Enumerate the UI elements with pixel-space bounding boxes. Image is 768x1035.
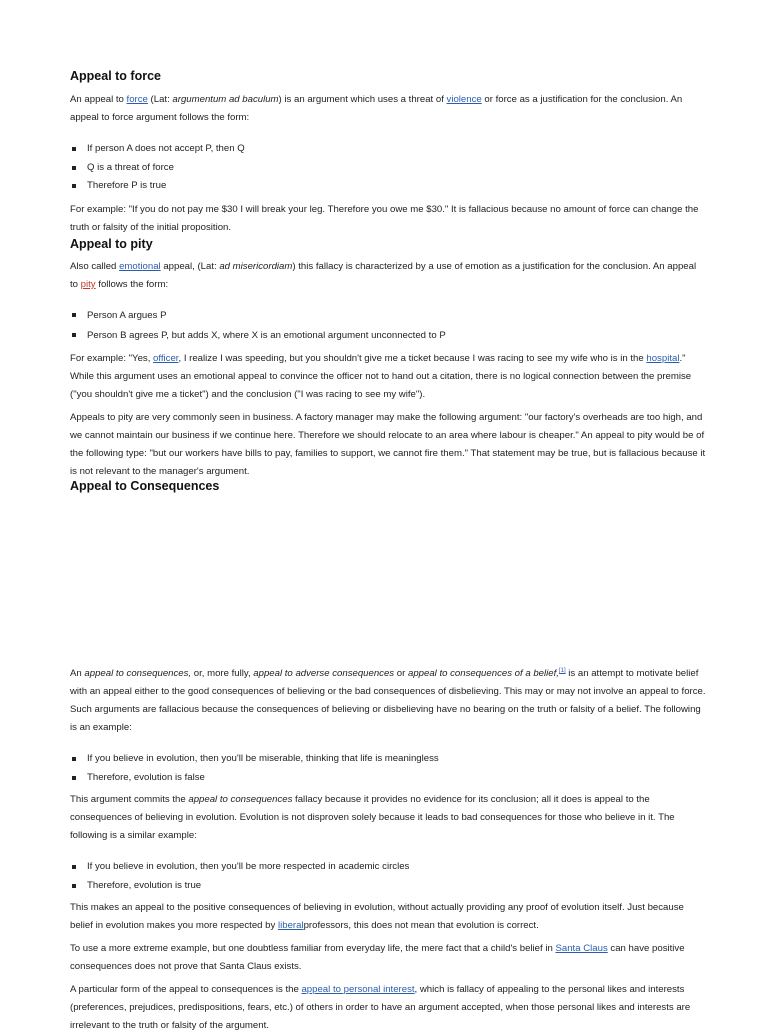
list-item: Therefore, evolution is false	[70, 769, 706, 788]
section-appeal-to-consequences	[70, 477, 706, 495]
text: ) is an argument which uses a threat of	[278, 94, 447, 105]
term: appeal to consequences of a belief,	[407, 668, 559, 679]
text: is an attempt to motivate belief with an appeal either to the good consequences of believing or the bad consequences of disbelieving. This may or may not involve an appeal to force. Such arguments are fallacious because the consequences of believing or disbelieving have no bearing on the truth or falsity of a belief. The following is an example:	[70, 668, 706, 733]
link-violence[interactable]: violence	[446, 94, 482, 105]
text: follows the form:	[95, 279, 169, 290]
section-consequences-body	[70, 665, 706, 1035]
text: or force as a justification for the conclusion. An appeal to force argument follows the form:	[70, 94, 683, 123]
consequences-example-list-1	[70, 750, 706, 787]
paragraph-personal-interest	[70, 981, 706, 1035]
text: appeal, (Lat:	[160, 261, 220, 272]
link-liberal[interactable]: liberal	[277, 920, 304, 931]
heading-appeal-to-pity: Appeal to pity	[70, 237, 153, 251]
link-emotional[interactable]: emotional	[119, 261, 161, 272]
text: (Lat:	[147, 94, 173, 105]
paragraph-santa-claus	[70, 940, 706, 976]
text: An appeal to	[70, 94, 127, 105]
text: This argument commits the	[70, 794, 189, 805]
text: This makes an appeal to the positive consequences of believing in evolution, without actually providing any proof of evolution itself. Just because belief in evolution makes you more respected by	[70, 902, 684, 931]
section-appeal-to-pity	[70, 235, 706, 481]
text: A particular form of the appeal to consequences is the	[70, 984, 302, 995]
paragraph-force-intro	[70, 91, 706, 127]
text: To use a more extreme example, but one doubtless familiar from everyday life, the mere fact that a child's belief in	[70, 943, 556, 954]
link-santa-claus[interactable]: Santa Claus	[555, 943, 608, 954]
text: Also called	[70, 261, 120, 272]
section-appeal-to-force	[70, 67, 706, 237]
paragraph-consequences-analysis	[70, 791, 706, 845]
text: ." While this argument uses an emotional appeal to convince the officer not to hand out a citation, there is no logical connection between the premise ("you shouldn't give me a ticket") and the conclusion ("I was racing to see my wife").	[70, 353, 692, 400]
text: or	[394, 668, 408, 679]
list-item: Person A argues P	[70, 306, 706, 326]
link-appeal-to-personal-interest[interactable]: appeal to personal interest	[301, 984, 415, 995]
list-item: If you believe in evolution, then you'll be more respected in academic circles	[70, 858, 706, 877]
list-item: If person A does not accept P, then Q	[70, 140, 706, 159]
list-item: Therefore, evolution is true	[70, 877, 706, 896]
link-officer[interactable]: officer	[153, 353, 179, 364]
latin-term: argumentum ad baculum	[172, 94, 279, 105]
term: appeal to consequences	[188, 794, 293, 805]
paragraph-consequences-intro	[70, 665, 706, 737]
text: An	[70, 668, 85, 679]
link-hospital[interactable]: hospital	[646, 353, 680, 364]
list-item: If you believe in evolution, then you'll be miserable, thinking that life is meaningless	[70, 750, 706, 769]
list-item: Person B agrees P, but adds X, where X is an emotional argument unconnected to P	[70, 326, 706, 346]
paragraph-pity-intro	[70, 258, 706, 294]
text: ) this fallacy is characterized by a use of emotion as a justification for the conclusion. An appeal to	[70, 261, 697, 290]
heading-appeal-to-force: Appeal to force	[70, 69, 161, 83]
list-item: Q is a threat of force	[70, 159, 706, 178]
link-force[interactable]: force	[126, 94, 148, 105]
list-item: Therefore P is true	[70, 177, 706, 196]
link-pity[interactable]: pity	[80, 279, 96, 290]
term: appeal to consequences,	[84, 668, 192, 679]
paragraph-pity-business: Appeals to pity are very commonly seen in business. A factory manager may make the following argument: "our factory's overheads are too high, and we cannot maintain our business if we continue here. Therefore we should relocate to an area where labour is cheaper." An appeal to pity would be of the following type: "but our workers have bills to pay, families to support, we cannot fire them." That statement may be true, but is fallacious because it is not relevant to the manager's argument.	[70, 412, 706, 477]
latin-term: ad misericordiam	[219, 261, 293, 272]
text: , I realize I was speeding, but you shouldn't give me a ticket because I was racing to see my wife who is in the	[178, 353, 647, 364]
consequences-example-list-2	[70, 858, 706, 895]
citation-link[interactable]: [1]	[558, 668, 566, 674]
pity-form-list	[70, 306, 706, 346]
text: can have positive consequences does not prove that Santa Claus exists.	[70, 943, 685, 972]
force-form-list	[70, 140, 706, 196]
term: appeal to adverse consequences	[253, 668, 395, 679]
heading-appeal-to-consequences: Appeal to Consequences	[70, 479, 220, 493]
text: For example: "Yes,	[70, 353, 154, 364]
paragraph-pity-example	[70, 350, 706, 404]
text: , which is fallacy of appealing to the personal likes and interests (preferences, prejudices, predispositions, fears, etc.) of others in order to have an argument accepted, when those personal likes and interests are irrelevant to the truth or falsity of the argument.	[70, 984, 691, 1031]
paragraph-positive-consequences	[70, 899, 706, 935]
text: or, more fully,	[191, 668, 254, 679]
paragraph-force-example: For example: "If you do not pay me $30 I will break your leg. Therefore you owe me $30." It is fallacious because no amount of force can change the truth or falsity of the initial proposition.	[70, 203, 699, 233]
text: professors, this does not mean that evolution is correct.	[303, 920, 539, 931]
text: fallacy because it provides no evidence for its conclusion; all it does is appeal to the consequences of believing in evolution. Evolution is not disproven solely because it leads to bad consequences for those who believe in it. The following is a similar example:	[70, 794, 675, 841]
